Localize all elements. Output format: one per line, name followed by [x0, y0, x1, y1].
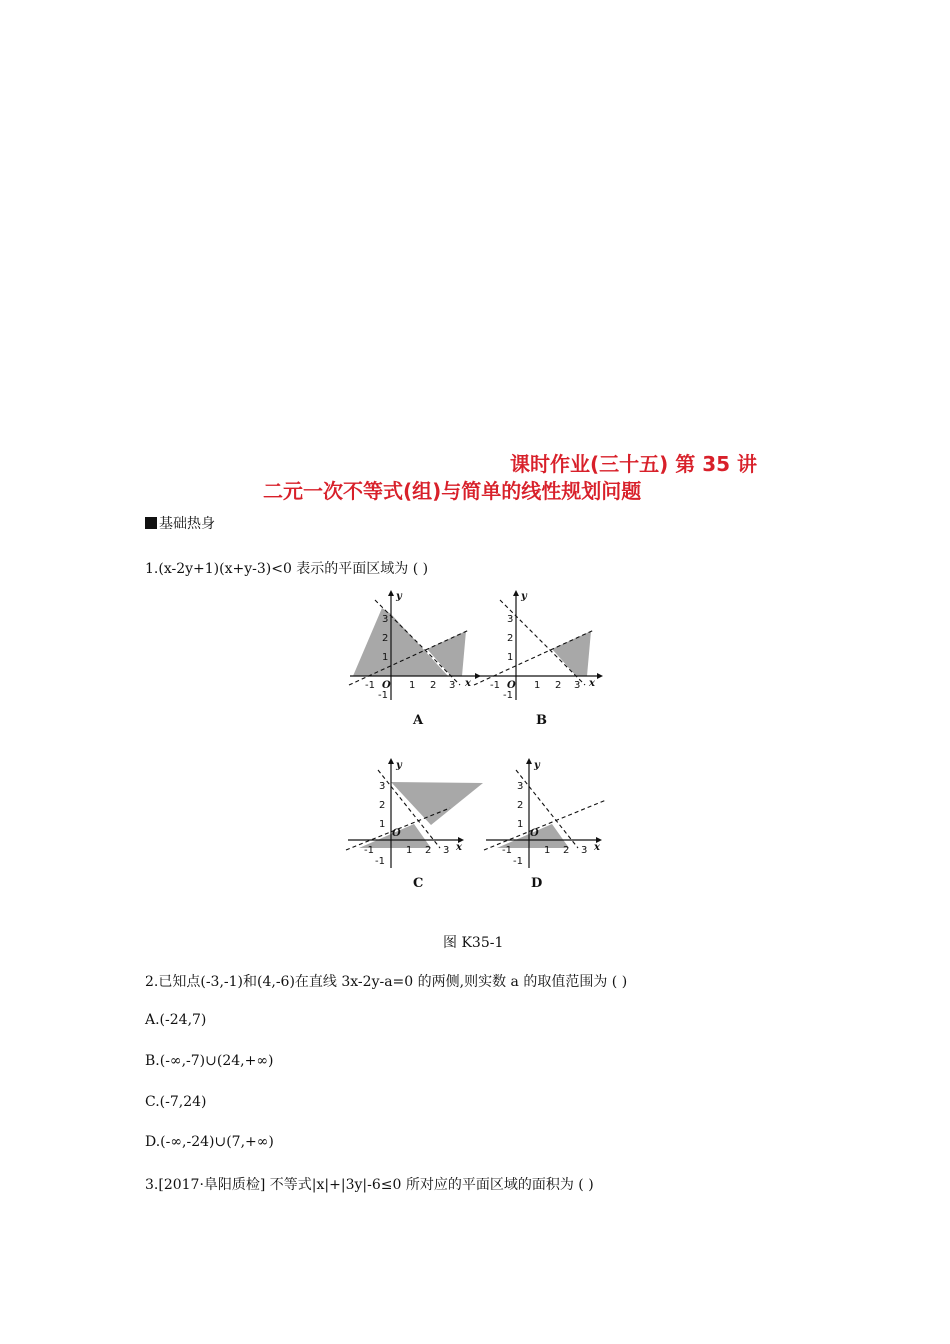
y-label: y — [396, 760, 402, 771]
tick-x: 3 — [443, 845, 450, 856]
tick-x: -1 — [364, 845, 374, 856]
tick-y: 1 — [382, 652, 389, 663]
tick-x: 3 — [581, 845, 588, 856]
tick-y: 2 — [382, 633, 389, 644]
x-label: x — [456, 842, 462, 853]
square-bullet-icon — [145, 517, 157, 529]
question-2: 2.已知点(-3,-1)和(4,-6)在直线 3x-2y-a=0 的两侧,则实数 a 的取值范围为 ( ) — [145, 974, 628, 990]
y-axis-arrow-icon — [513, 590, 519, 596]
tick-x: 2 — [425, 845, 432, 856]
tick-y: 2 — [517, 800, 524, 811]
plot-d — [478, 756, 613, 876]
origin-label: O — [382, 680, 391, 691]
y-axis-arrow-icon — [388, 590, 394, 596]
tick-y: 1 — [517, 819, 524, 830]
origin-label: O — [530, 828, 539, 839]
option-d: D.(-∞,-24)∪(7,+∞) — [145, 1134, 274, 1150]
tick-y: -1 — [375, 856, 385, 867]
plot-c-label: C — [413, 876, 424, 891]
tick-y: 1 — [507, 652, 514, 663]
tick-x: 3 — [449, 680, 456, 691]
tick-y: 3 — [382, 614, 389, 625]
option-a: A.(-24,7) — [145, 1012, 207, 1028]
tick-x: 2 — [555, 680, 562, 691]
tick-x: -1 — [490, 680, 500, 691]
plot-b — [470, 588, 605, 708]
section-label: 基础热身 — [159, 516, 215, 532]
x-label: x — [589, 678, 595, 689]
tick-y: -1 — [503, 690, 513, 701]
tick-y: 1 — [379, 819, 386, 830]
tick-y: 3 — [507, 614, 514, 625]
origin-label: O — [392, 828, 401, 839]
tick-x: 1 — [534, 680, 541, 691]
tick-x: -1 — [365, 680, 375, 691]
y-axis-arrow-icon — [388, 758, 394, 764]
plot-d-label: D — [531, 876, 543, 891]
tick-x: 2 — [430, 680, 437, 691]
plot-a-label: A — [413, 713, 424, 728]
section-heading — [145, 513, 215, 533]
tick-x: 1 — [544, 845, 551, 856]
x-label: x — [465, 678, 471, 689]
tick-y: -1 — [378, 690, 388, 701]
option-b: B.(-∞,-7)∪(24,+∞) — [145, 1053, 274, 1069]
assignment-title: 课时作业(三十五) 第 35 讲 — [510, 452, 758, 476]
y-label: y — [396, 591, 402, 602]
plot-c — [340, 756, 485, 876]
origin-label: O — [507, 680, 516, 691]
figure-caption: 图 K35-1 — [443, 935, 504, 951]
tick-x: -1 — [502, 845, 512, 856]
option-c: C.(-7,24) — [145, 1094, 207, 1110]
question-1: 1.(x-2y+1)(x+y-3)<0 表示的平面区域为 ( ) — [145, 561, 429, 577]
y-label: y — [534, 760, 540, 771]
shaded-region-b — [552, 631, 591, 676]
tick-x: 2 — [563, 845, 570, 856]
tick-x: 1 — [406, 845, 413, 856]
plot-a — [345, 588, 480, 708]
x-label: x — [594, 842, 600, 853]
tick-y: 3 — [517, 781, 524, 792]
tick-x: 3 — [574, 680, 581, 691]
question-3: 3.[2017·阜阳质检] 不等式|x|+|3y|-6≤0 所对应的平面区域的面积为 ( ) — [145, 1177, 594, 1193]
y-label: y — [521, 591, 527, 602]
tick-y: -1 — [513, 856, 523, 867]
plot-b-label: B — [536, 713, 547, 728]
lesson-title: 二元一次不等式(组)与简单的线性规划问题 — [263, 479, 642, 503]
tick-x: 1 — [409, 680, 416, 691]
shaded-region-a-left — [353, 608, 448, 676]
tick-y: 3 — [379, 781, 386, 792]
x-axis-arrow-icon — [597, 673, 603, 679]
tick-y: 2 — [379, 800, 386, 811]
y-axis-arrow-icon — [526, 758, 532, 764]
tick-y: 2 — [507, 633, 514, 644]
